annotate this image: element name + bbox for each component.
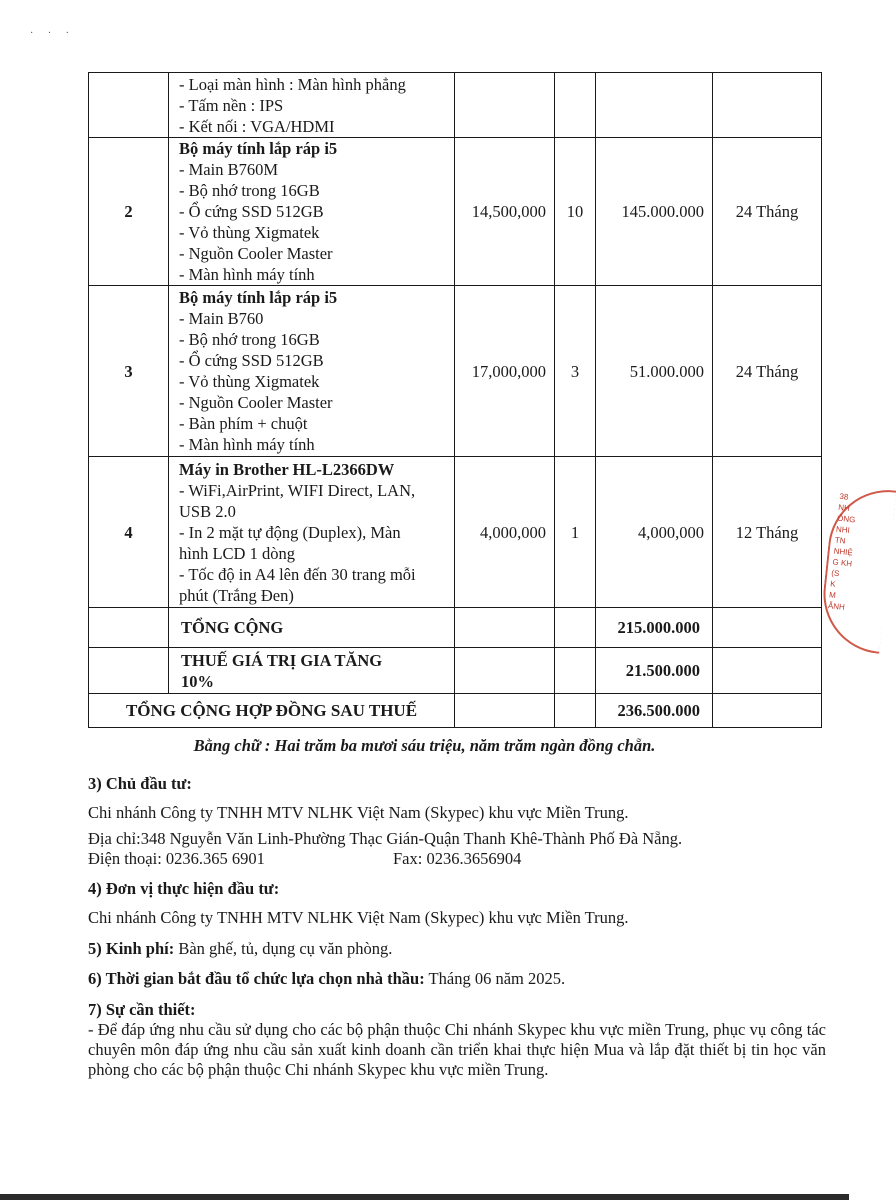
subtotal-row	[89, 608, 822, 648]
empty-cell	[89, 608, 169, 648]
grand-total-row	[89, 694, 822, 728]
scan-artifact-dots: · · ·	[30, 28, 75, 39]
executing-unit-name: Chi nhánh Công ty TNHH MTV NLHK Việt Nam (Skypec) khu vực Miền Trung.	[88, 908, 629, 927]
empty-cell	[555, 694, 596, 728]
item-title: Máy in Brother HL-L2366DW	[179, 459, 395, 479]
spec-line: hình LCD 1 dòng	[179, 543, 295, 563]
seal-fragment: M	[828, 590, 837, 600]
vat-rate: 10%	[181, 671, 214, 691]
unit-price: 14,500,000	[455, 138, 555, 286]
empty-cell	[455, 694, 555, 728]
empty-cell	[555, 608, 596, 648]
spec-line: - Tốc độ in A4 lên đến 30 trang mỗi	[179, 564, 416, 584]
quantity: 1	[555, 457, 596, 608]
section-5-text: Bàn ghế, tủ, dụng cụ văn phòng.	[174, 939, 393, 958]
spec-line: - Bộ nhớ trong 16GB	[179, 330, 320, 349]
investor-phone: Điện thoại: 0236.365 6901	[88, 849, 265, 868]
section-6-label: 6) Thời gian bắt đầu tổ chức lựa chọn nhà thầu:	[88, 969, 425, 988]
seal-fragment: G KH	[832, 557, 853, 569]
item-title: Bộ máy tính lắp ráp i5	[179, 139, 338, 158]
item-description	[169, 286, 455, 457]
seal-fragment: NHI	[835, 524, 851, 535]
unit-price	[455, 73, 555, 138]
spec-line: - Nguồn Cooler Master	[179, 393, 333, 412]
section-6-text: Tháng 06 năm 2025.	[424, 969, 566, 988]
seal-fragment: 38	[838, 491, 849, 502]
spec-line: USB 2.0	[179, 501, 236, 521]
section-4-heading: 4) Đơn vị thực hiện đầu tư:	[88, 879, 280, 898]
seal-fragment: TN	[834, 535, 846, 546]
spec-line: - WiFi,AirPrint, WIFI Direct, LAN,	[179, 480, 416, 500]
spec-line: - Bộ nhớ trong 16GB	[179, 181, 320, 200]
spec-line: - Nguồn Cooler Master	[179, 244, 333, 263]
spec-line: - Kết nối : VGA/HDMI	[179, 116, 335, 136]
seal-fragment: ẴNH	[827, 601, 846, 612]
seal-fragment: (S	[830, 568, 840, 579]
row-number: 2	[89, 138, 169, 286]
vat-label-line: THUẾ GIÁ TRỊ GIA TĂNG	[181, 650, 383, 670]
spec-line: - Loại màn hình : Màn hình phẳng	[179, 74, 406, 94]
equipment-table	[88, 72, 822, 728]
grand-total-label: TỔNG CỘNG HỢP ĐỒNG SAU THUẾ	[89, 694, 455, 728]
table-row	[89, 73, 822, 138]
amount: 51.000.000	[596, 286, 713, 457]
vat-row	[89, 648, 822, 694]
investor-fax: Fax: 0236.3656904	[393, 849, 522, 868]
spec-line: phút (Trắng Đen)	[179, 585, 294, 605]
warranty: 24 Tháng	[713, 138, 822, 286]
empty-cell	[713, 648, 822, 694]
empty-cell	[713, 694, 822, 728]
item-description	[169, 138, 455, 286]
seal-fragment: ÔNG	[836, 513, 856, 525]
empty-cell	[555, 648, 596, 694]
item-description	[169, 73, 455, 138]
spec-line: - Ổ cứng SSD 512GB	[179, 351, 324, 370]
spec-line: - Vỏ thùng Xigmatek	[179, 223, 320, 242]
empty-cell	[455, 648, 555, 694]
warranty: 12 Tháng	[713, 457, 822, 608]
spec-line: - Ổ cứng SSD 512GB	[179, 202, 324, 221]
amount-in-words: Bằng chữ : Hai trăm ba mươi sáu triệu, năm trăm ngàn đồng chẵn.	[193, 736, 656, 755]
table-row	[89, 286, 822, 457]
seal-fragment: NHIỆ	[833, 546, 854, 558]
item-title: Bộ máy tính lắp ráp i5	[179, 288, 338, 307]
spec-line: - In 2 mặt tự động (Duplex), Màn	[179, 522, 401, 542]
vat-value: 21.500.000	[596, 648, 713, 694]
spec-line: - Vỏ thùng Xigmatek	[179, 372, 320, 391]
investor-name: Chi nhánh Công ty TNHH MTV NLHK Việt Nam (Skypec) khu vực Miền Trung.	[88, 803, 629, 822]
seal-fragment: K	[829, 579, 837, 589]
empty-cell	[713, 608, 822, 648]
amount: 4,000,000	[596, 457, 713, 608]
amount: 145.000.000	[596, 138, 713, 286]
row-number: 3	[89, 286, 169, 457]
scan-bottom-edge	[0, 1194, 849, 1200]
vat-label	[169, 648, 455, 694]
row-number	[89, 73, 169, 138]
spec-line: - Main B760M	[179, 160, 278, 179]
unit-price: 4,000,000	[455, 457, 555, 608]
quantity	[555, 73, 596, 138]
section-6	[88, 969, 565, 989]
grand-total-value: 236.500.000	[596, 694, 713, 728]
subtotal-value: 215.000.000	[596, 608, 713, 648]
row-number: 4	[89, 457, 169, 608]
item-description	[169, 457, 455, 608]
empty-cell	[89, 648, 169, 694]
table-row	[89, 138, 822, 286]
empty-cell	[455, 608, 555, 648]
unit-price: 17,000,000	[455, 286, 555, 457]
section-5	[88, 939, 392, 959]
quantity: 3	[555, 286, 596, 457]
quantity: 10	[555, 138, 596, 286]
section-3-heading: 3) Chủ đầu tư:	[88, 774, 192, 793]
warranty	[713, 73, 822, 138]
spec-line: - Bàn phím + chuột	[179, 414, 308, 433]
spec-line: - Tấm nền : IPS	[179, 95, 284, 115]
section-5-label: 5) Kinh phí:	[88, 939, 175, 958]
table-row	[89, 457, 822, 608]
section-7-heading: 7) Sự cần thiết:	[88, 1000, 196, 1019]
seal-fragment: NH	[837, 502, 851, 513]
spec-line: - Màn hình máy tính	[179, 265, 315, 284]
necessity-paragraph: - Để đáp ứng nhu cầu sử dụng cho các bộ phận thuộc Chi nhánh Skypec khu vực miền Trung, phục vụ công tác chuyên môn đáp ứng nhu cầu sản xuất kinh doanh cần triển khai thực hiện Mua và lắp đặt thiết bị tin học văn phòng cho các bộ phận thuộc Chi nhánh Skypec khu vực miền Trung.	[88, 1020, 826, 1079]
subtotal-label: TỔNG CỘNG	[169, 608, 455, 648]
spec-line: - Màn hình máy tính	[179, 435, 315, 454]
warranty: 24 Tháng	[713, 286, 822, 457]
investor-address: Địa chỉ:348 Nguyễn Văn Linh-Phường Thạc Gián-Quận Thanh Khê-Thành Phố Đà Nẵng.	[88, 829, 683, 848]
amount	[596, 73, 713, 138]
spec-line: - Main B760	[179, 309, 264, 328]
